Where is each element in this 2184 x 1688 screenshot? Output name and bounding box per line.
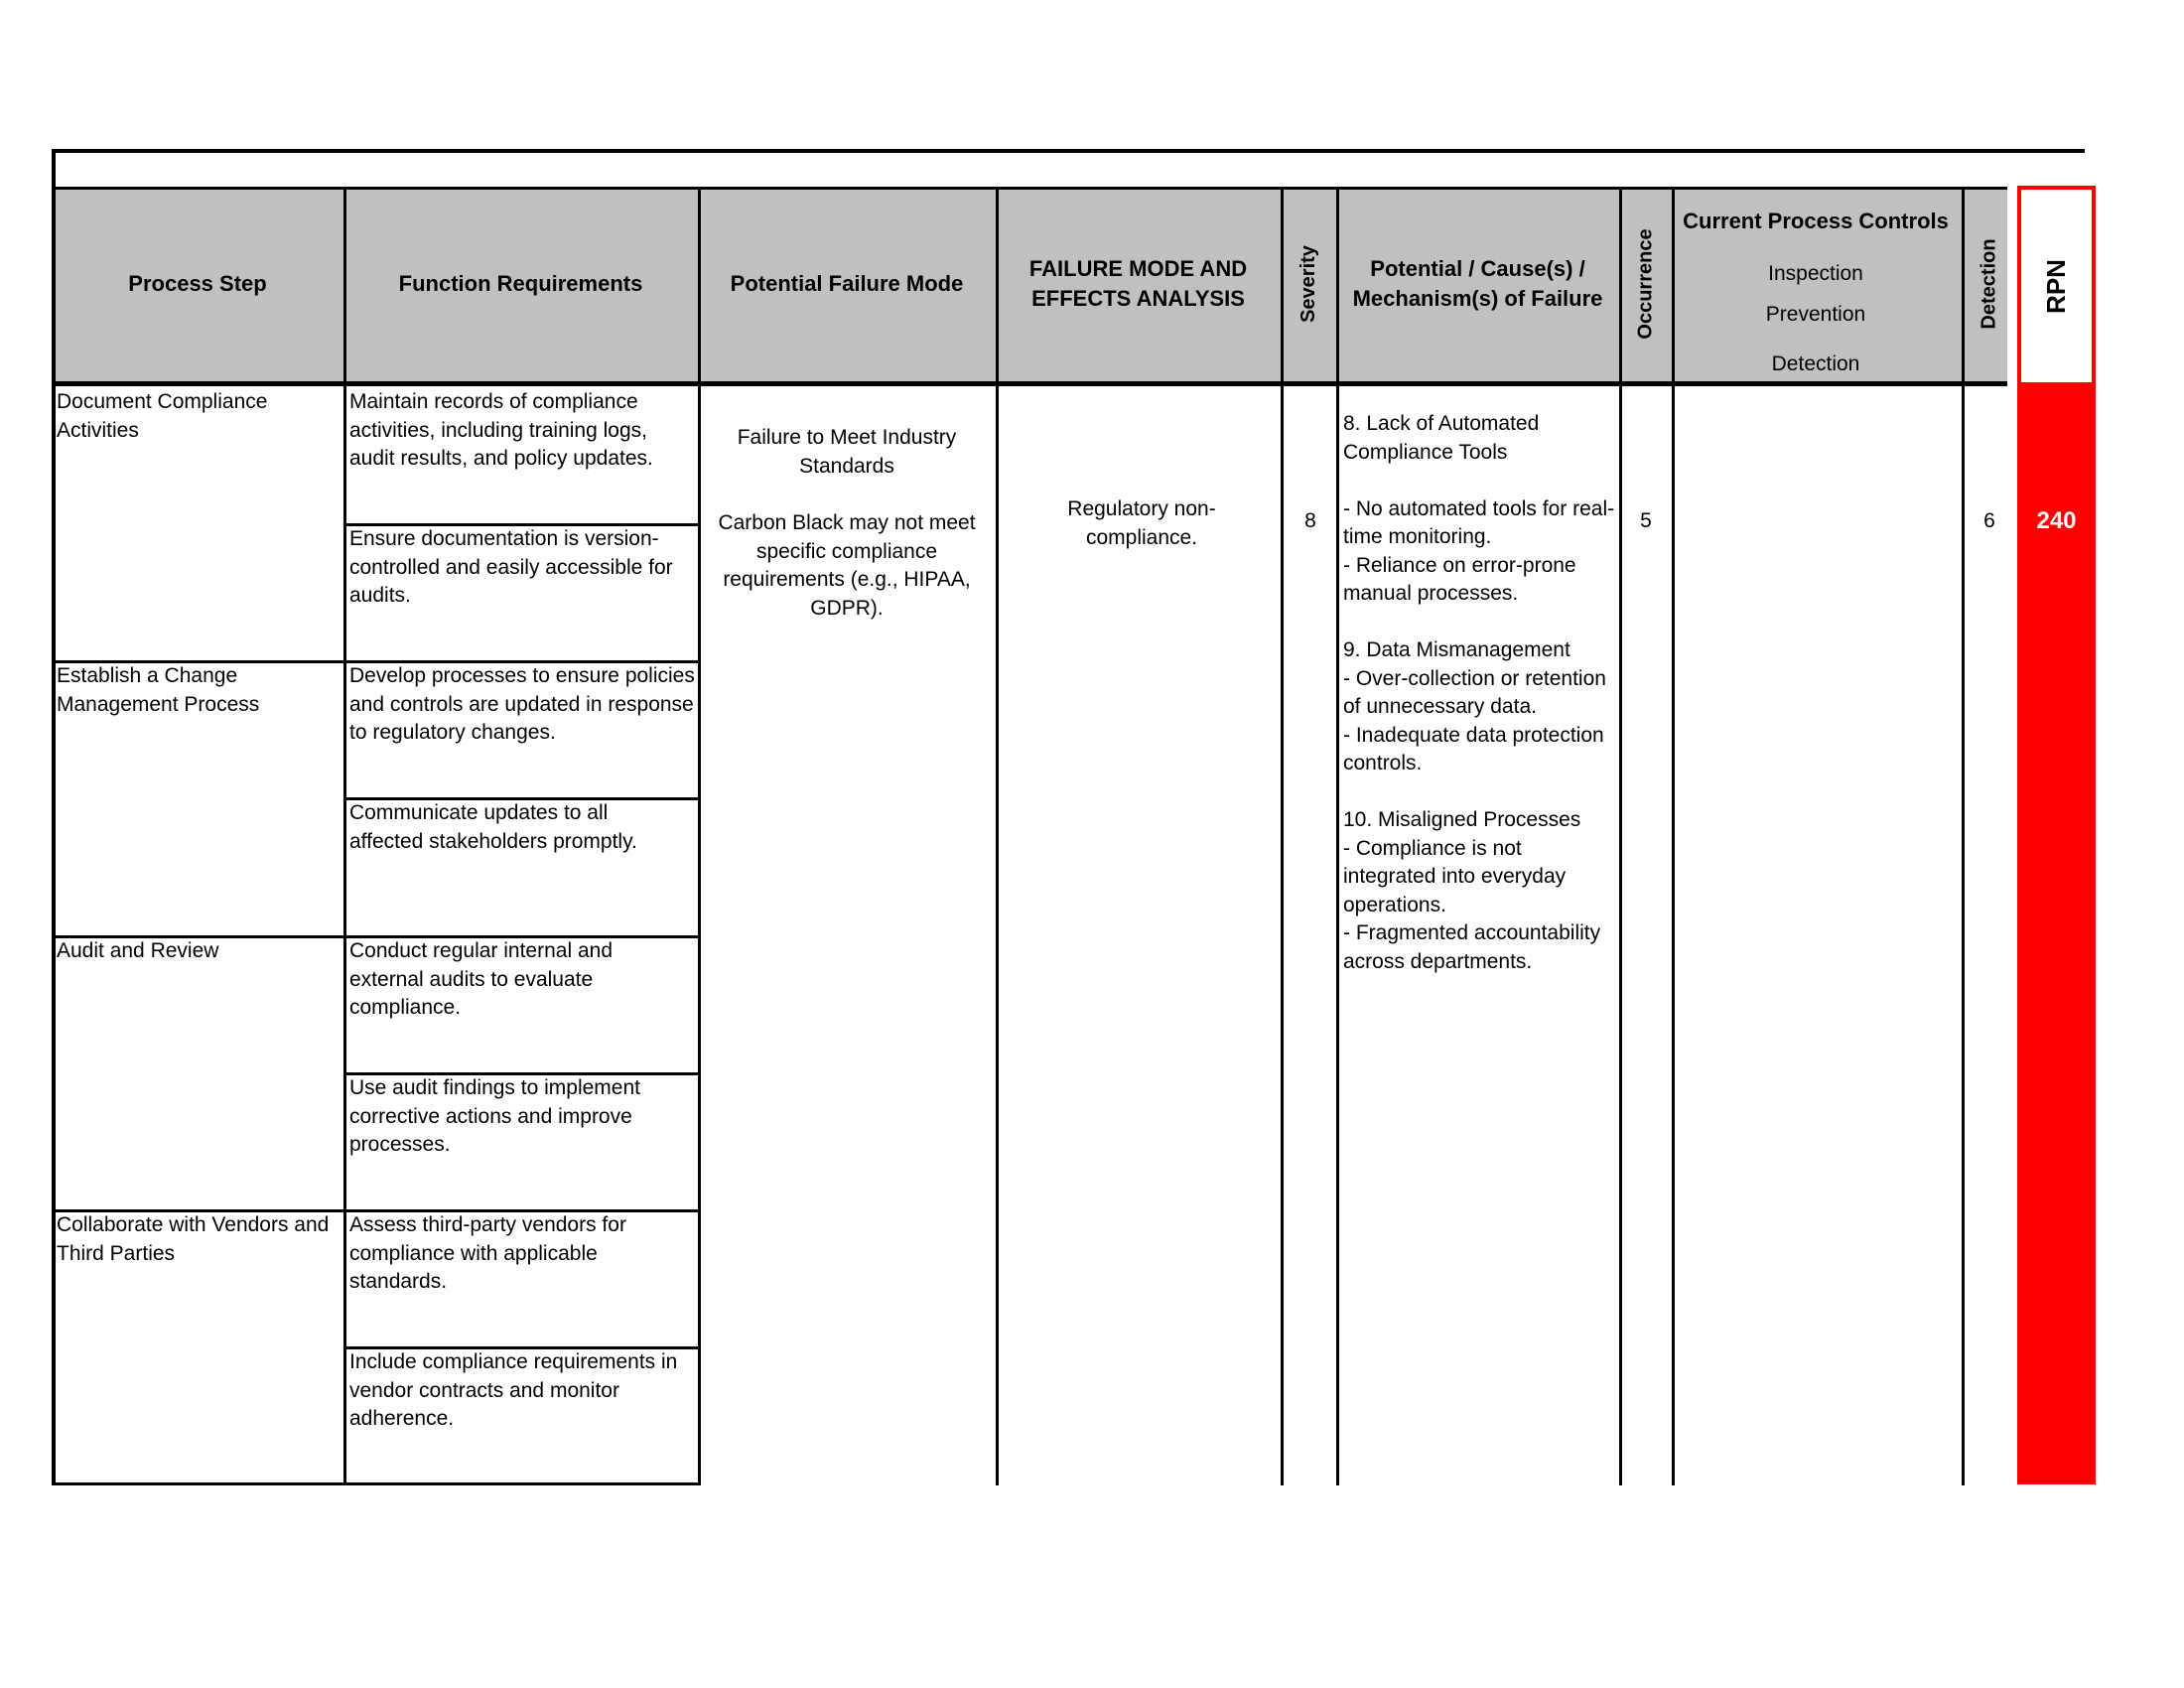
- header-occurrence: Occurrence: [1634, 228, 1657, 340]
- function-requirement-cell: Conduct regular internal and external audits to evaluate compliance.: [349, 939, 614, 1019]
- rpn-cell: [2017, 386, 2096, 1484]
- process-step-cell: Document Compliance Activities: [57, 390, 268, 442]
- failure-effect: Regulatory non-compliance.: [1067, 497, 1216, 549]
- title-bar: [52, 149, 2085, 189]
- rpn-value: 240: [2036, 507, 2077, 534]
- process-step-cell: Establish a Change Management Process: [57, 664, 260, 716]
- function-requirement-cell: Communicate updates to all affected stakeholders promptly.: [349, 801, 637, 853]
- header-cause: Potential / Cause(s) / Mechanism(s) of Failure: [1352, 256, 1603, 311]
- function-requirement-cell: Maintain records of compliance activities, including training logs, audit results, and policy updates.: [349, 390, 653, 470]
- header-current-controls: Current Process Controls Inspection Prevention Detection: [1683, 209, 1949, 375]
- header-function-requirements: Function Requirements: [398, 271, 643, 296]
- failure-mode-title: Failure to Meet Industry Standards: [737, 426, 957, 478]
- process-step-cell: Collaborate with Vendors and Third Parties: [57, 1213, 330, 1265]
- header-potential-failure-mode: Potential Failure Mode: [730, 271, 964, 296]
- header-rpn: RPN: [2017, 186, 2096, 386]
- failure-mode-detail: Carbon Black may not meet specific compliance requirements (e.g., HIPAA, GDPR).: [718, 511, 976, 620]
- function-requirement-cell: Develop processes to ensure policies and controls are updated in response to regulatory changes.: [349, 664, 695, 744]
- function-requirement-cell: Include compliance requirements in vendor contracts and monitor adherence.: [349, 1350, 678, 1430]
- function-requirement-cell: Ensure documentation is version-controlled and easily accessible for audits.: [349, 527, 673, 607]
- severity-value: 8: [1304, 509, 1316, 532]
- header-process-step: Process Step: [128, 271, 267, 296]
- header-severity: Severity: [1297, 245, 1319, 323]
- current-controls-cell: [1675, 386, 1962, 1482]
- process-step-cell: Audit and Review: [57, 939, 219, 962]
- failure-causes: 8. Lack of Automated Compliance Tools - No automated tools for real-time monitoring. - Reliance on error-prone manual processes. 9. Data Mismanagement - Over-collection or retention of unnecessary data. - Inadequate data protection controls. 10. Misaligned Processes - Compliance is not integrated into everyday operations. - Fragmented accountability across departments.: [1343, 412, 1615, 973]
- function-requirement-cell: Assess third-party vendors for compliance with applicable standards.: [349, 1213, 626, 1293]
- detection-value: 6: [1983, 509, 1995, 532]
- occurrence-value: 5: [1640, 509, 1652, 532]
- header-detection: Detection: [1979, 238, 2000, 330]
- header-fmea: FAILURE MODE AND EFFECTS ANALYSIS: [1028, 256, 1248, 311]
- function-requirement-cell: Use audit findings to implement corrective actions and improve processes.: [349, 1076, 640, 1156]
